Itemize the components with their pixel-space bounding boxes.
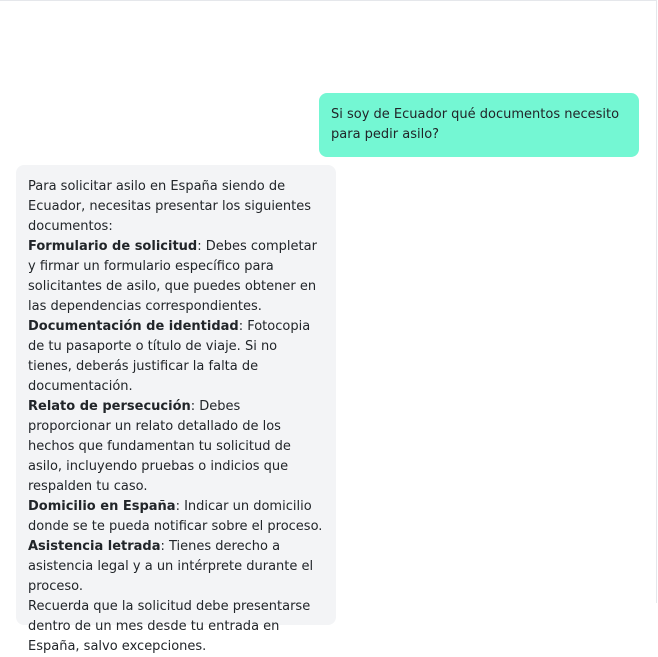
assistant-list-item: [28, 397, 324, 497]
assistant-list-item: [28, 317, 324, 397]
assistant-item-title: Relato de persecución: [28, 399, 191, 414]
assistant-list-item: [28, 537, 324, 597]
assistant-intro-text: Para solicitar asilo en España siendo de Ecuador, necesitas presentar los siguientes documentos:: [28, 179, 312, 234]
assistant-item-title: Formulario de solicitud: [28, 239, 198, 254]
user-message-text: Si soy de Ecuador qué documentos necesito para pedir asilo?: [331, 107, 620, 142]
assistant-message-bubble: [16, 165, 336, 654]
assistant-item-text: : Indicar un domicilio donde se te pueda notificar sobre el proceso.: [28, 499, 323, 534]
assistant-item-title: Asistencia letrada: [28, 539, 161, 554]
assistant-item-text: : Debes completar y firmar un formulario específico para solicitantes de asilo, que puedes obtener en las dependencias correspondientes.: [28, 239, 317, 314]
assistant-item-text: : Debes proporcionar un relato detallado de los hechos que fundamentan tu solicitud de asilo, incluyendo pruebas o indicios que respalden tu caso.: [28, 399, 291, 494]
assistant-list-item: [28, 237, 324, 317]
assistant-item-title: Documentación de identidad: [28, 319, 239, 334]
user-message-bubble: [319, 93, 639, 157]
assistant-item-text: : Fotocopia de tu pasaporte o título de viaje. Si no tienes, deberás justificar la falta de documentación.: [28, 319, 311, 394]
assistant-list-item: [28, 497, 324, 537]
assistant-item-text: : Tienes derecho a asistencia legal y a un intérprete durante el proceso.: [28, 539, 314, 594]
assistant-item-title: Domicilio en España: [28, 499, 176, 514]
assistant-closing-text: Recuerda que la solicitud debe presentarse dentro de un mes desde tu entrada en España, salvo excepciones.: [28, 599, 311, 654]
